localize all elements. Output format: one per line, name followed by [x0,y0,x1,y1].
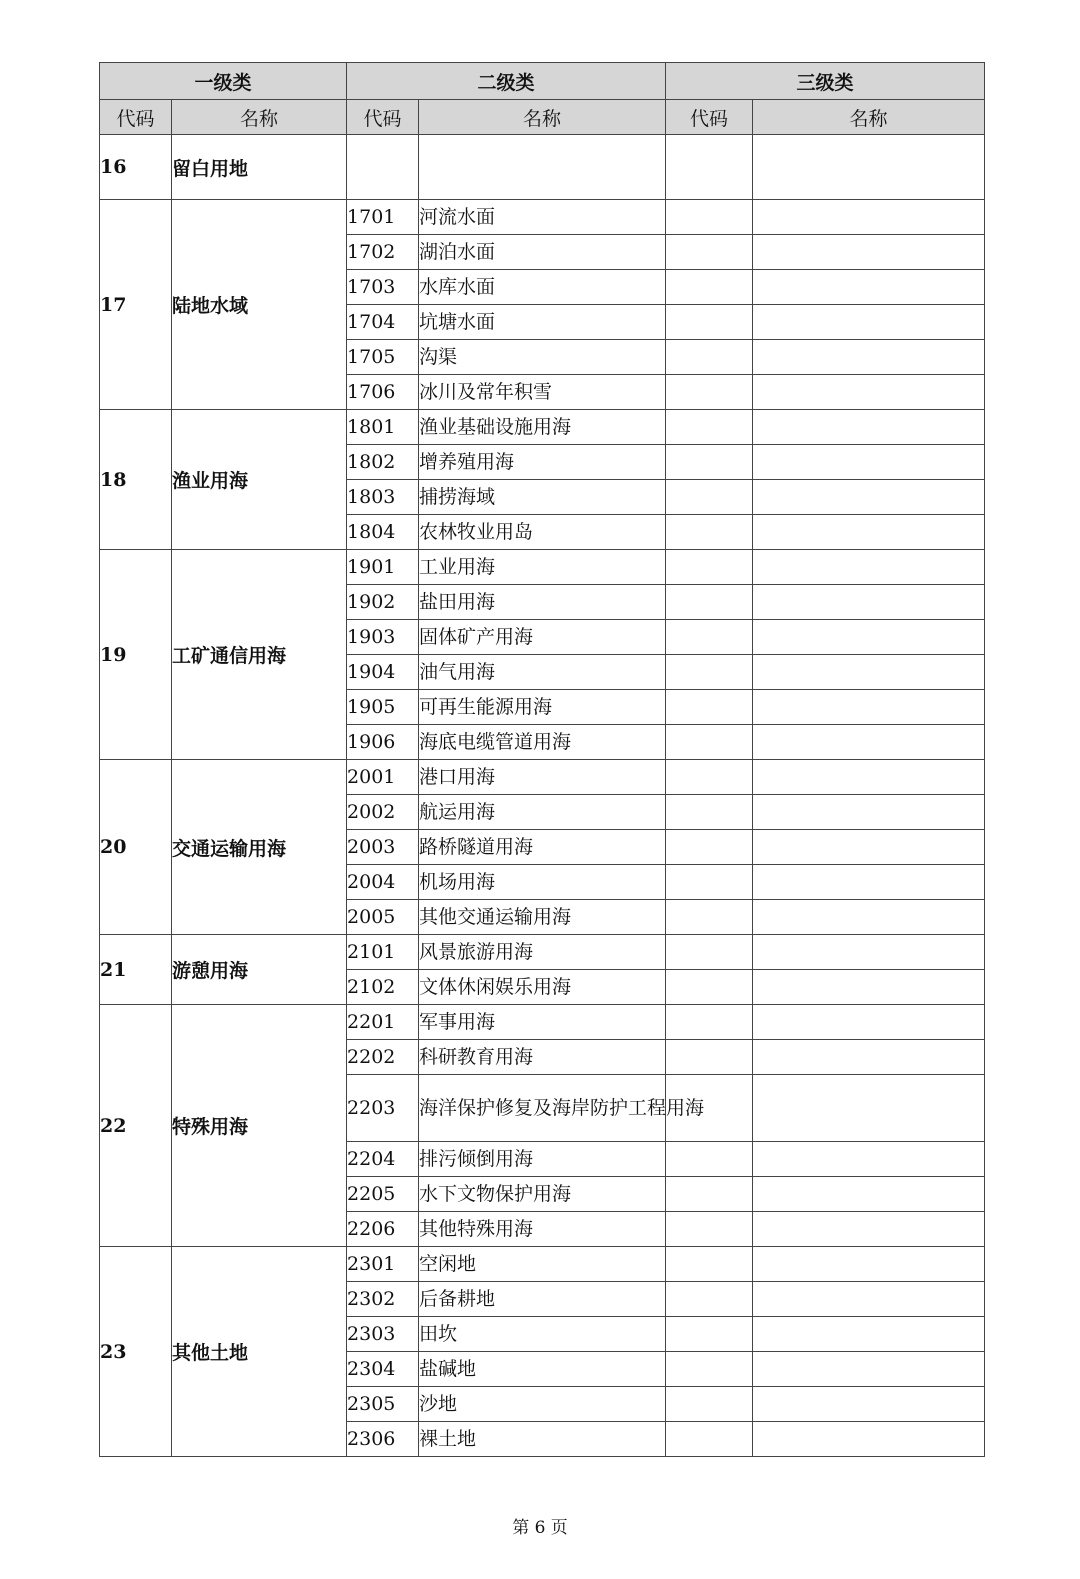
level3-code-cell [666,515,753,550]
level2-name: 湖泊水面 [419,235,666,270]
level2-name: 后备耕地 [419,1282,666,1317]
level2-code: 2203 [347,1075,419,1142]
level1-code: 21 [100,935,172,1005]
level3-name-cell [753,1005,985,1040]
level3-name-cell [753,1282,985,1317]
table-row [100,1247,985,1282]
level2-name: 路桥隧道用海 [419,830,666,865]
level3-name-cell [753,655,985,690]
level2-name: 渔业基础设施用海 [419,410,666,445]
level2-code: 2101 [347,935,419,970]
level2-name-cell [419,135,666,200]
level3-name-cell [753,340,985,375]
level2-code: 2204 [347,1142,419,1177]
level3-code-cell [666,1177,753,1212]
level2-name: 裸土地 [419,1422,666,1457]
level2-name: 增养殖用海 [419,445,666,480]
level2-code: 2102 [347,970,419,1005]
level3-code-cell [666,690,753,725]
level1-code: 19 [100,550,172,760]
level3-name-cell [753,1387,985,1422]
level2-name: 文体休闲娱乐用海 [419,970,666,1005]
level3-name-cell [753,515,985,550]
level3-code-cell [666,200,753,235]
level3-code-cell [666,585,753,620]
level1-name: 陆地水域 [172,200,347,410]
page-number: 第 6 页 [512,1518,568,1538]
level3-name-cell [753,620,985,655]
level3-code-cell [666,725,753,760]
level3-code-cell [666,1387,753,1422]
table-row [100,135,985,200]
level2-code: 1803 [347,480,419,515]
level3-name-cell [753,200,985,235]
level2-name: 航运用海 [419,795,666,830]
level3-code-cell [666,135,753,200]
table-row [100,200,985,235]
level2-code: 1701 [347,200,419,235]
level2-code: 1905 [347,690,419,725]
level2-name: 空闲地 [419,1247,666,1282]
level3-name-cell [753,795,985,830]
level2-name: 可再生能源用海 [419,690,666,725]
level2-code: 2003 [347,830,419,865]
level3-name-cell [753,1422,985,1457]
level3-code-cell [666,900,753,935]
level2-name: 沙地 [419,1387,666,1422]
level3-code-cell [666,550,753,585]
level3-name-cell [753,305,985,340]
level2-code: 1904 [347,655,419,690]
level2-name: 捕捞海域 [419,480,666,515]
level1-header: 一级类 [100,63,347,100]
level1-code: 20 [100,760,172,935]
level3-name-cell [753,550,985,585]
level2-name: 港口用海 [419,760,666,795]
level3-code-cell [666,1282,753,1317]
classification-table [99,62,985,1457]
table-header [100,63,985,135]
level3-name-cell [753,1142,985,1177]
level3-code-cell [666,1422,753,1457]
level2-code: 1704 [347,305,419,340]
level1-code: 22 [100,1005,172,1247]
level2-code: 2304 [347,1352,419,1387]
level2-code: 2302 [347,1282,419,1317]
level2-code: 2303 [347,1317,419,1352]
level3-code-cell [666,235,753,270]
level2-name: 河流水面 [419,200,666,235]
level3-code-cell [666,270,753,305]
level2-name: 军事用海 [419,1005,666,1040]
level2-code: 2301 [347,1247,419,1282]
level2-code: 2001 [347,760,419,795]
level3-name-cell [753,1212,985,1247]
level3-name-cell [753,1352,985,1387]
level2-code-cell [347,135,419,200]
level2-name: 其他特殊用海 [419,1212,666,1247]
table-row [100,1005,985,1040]
level3-code-cell [666,1212,753,1247]
level3-name-cell [753,375,985,410]
level3-code-cell [666,480,753,515]
level2-name: 科研教育用海 [419,1040,666,1075]
level2-code: 2004 [347,865,419,900]
level2-code: 2305 [347,1387,419,1422]
level1-name: 其他土地 [172,1247,347,1457]
level1-name: 留白用地 [172,135,347,200]
level3-name-cell [753,725,985,760]
level3-code-cell [666,935,753,970]
level1-name: 特殊用海 [172,1005,347,1247]
level1-code-header: 代码 [100,100,172,135]
level3-name-cell [753,830,985,865]
level3-code-cell [666,340,753,375]
level1-code: 17 [100,200,172,410]
level2-name: 沟渠 [419,340,666,375]
level3-name-cell [753,1075,985,1142]
level3-code-cell [666,620,753,655]
level3-name-cell [753,970,985,1005]
level3-name-cell [753,585,985,620]
level1-code: 18 [100,410,172,550]
level3-name-cell [753,1040,985,1075]
level2-code: 1706 [347,375,419,410]
level3-name-cell [753,690,985,725]
level2-name: 坑塘水面 [419,305,666,340]
level2-code: 2306 [347,1422,419,1457]
level3-code-cell [666,865,753,900]
level3-code-cell [666,1040,753,1075]
level3-name-cell [753,935,985,970]
level3-code-cell [666,445,753,480]
level1-code: 16 [100,135,172,200]
level1-name: 渔业用海 [172,410,347,550]
table-body [100,135,985,1457]
level3-name-cell [753,900,985,935]
table-row [100,550,985,585]
level2-code: 1906 [347,725,419,760]
table-row [100,410,985,445]
level2-name: 盐田用海 [419,585,666,620]
level2-name: 冰川及常年积雪 [419,375,666,410]
level2-name: 盐碱地 [419,1352,666,1387]
level2-name: 其他交通运输用海 [419,900,666,935]
level2-name: 水库水面 [419,270,666,305]
level2-code: 1802 [347,445,419,480]
level2-name: 风景旅游用海 [419,935,666,970]
level3-code-cell [666,970,753,1005]
level2-name: 固体矿产用海 [419,620,666,655]
level3-name-cell [753,235,985,270]
level3-code-cell [666,1247,753,1282]
level3-name-header: 名称 [753,100,985,135]
level2-code: 1705 [347,340,419,375]
table-row [100,760,985,795]
level3-name-cell [753,1177,985,1212]
level1-name-header: 名称 [172,100,347,135]
level2-name: 海底电缆管道用海 [419,725,666,760]
level3-code-cell [666,830,753,865]
level2-header: 二级类 [347,63,666,100]
level2-name: 田坎 [419,1317,666,1352]
level1-code: 23 [100,1247,172,1457]
level3-code-cell [666,375,753,410]
level2-code: 2002 [347,795,419,830]
level2-name: 工业用海 [419,550,666,585]
level2-name: 水下文物保护用海 [419,1177,666,1212]
level3-code-cell [666,795,753,830]
level2-code: 1703 [347,270,419,305]
level3-name-cell [753,135,985,200]
level2-code: 1901 [347,550,419,585]
level3-name-cell [753,1247,985,1282]
level3-header: 三级类 [666,63,985,100]
level2-code: 1801 [347,410,419,445]
level2-code: 2005 [347,900,419,935]
level3-name-cell [753,270,985,305]
level3-code-cell [666,760,753,795]
level2-code: 2206 [347,1212,419,1247]
level3-code-cell [666,1352,753,1387]
level3-code-cell [666,655,753,690]
level2-code: 2205 [347,1177,419,1212]
level1-name: 交通运输用海 [172,760,347,935]
level2-code: 1702 [347,235,419,270]
level1-name: 游憩用海 [172,935,347,1005]
level3-name-cell [753,410,985,445]
level2-name: 海洋保护修复及海岸防护工程用海 [419,1075,666,1142]
level2-name: 油气用海 [419,655,666,690]
level3-name-cell [753,865,985,900]
level2-code: 2201 [347,1005,419,1040]
table-row [100,935,985,970]
level3-code-cell [666,305,753,340]
level3-code-cell [666,1317,753,1352]
level2-code: 2202 [347,1040,419,1075]
level2-name: 排污倾倒用海 [419,1142,666,1177]
level3-code-cell [666,410,753,445]
level3-name-cell [753,1317,985,1352]
level3-name-cell [753,480,985,515]
level2-code: 1902 [347,585,419,620]
level3-code-header: 代码 [666,100,753,135]
level2-name: 机场用海 [419,865,666,900]
level3-name-cell [753,760,985,795]
level2-code: 1804 [347,515,419,550]
level1-name: 工矿通信用海 [172,550,347,760]
level3-code-cell [666,1142,753,1177]
level2-code-header: 代码 [347,100,419,135]
level3-name-cell [753,445,985,480]
level2-code: 1903 [347,620,419,655]
level2-name: 农林牧业用岛 [419,515,666,550]
level3-code-cell [666,1005,753,1040]
level2-name-header: 名称 [419,100,666,135]
